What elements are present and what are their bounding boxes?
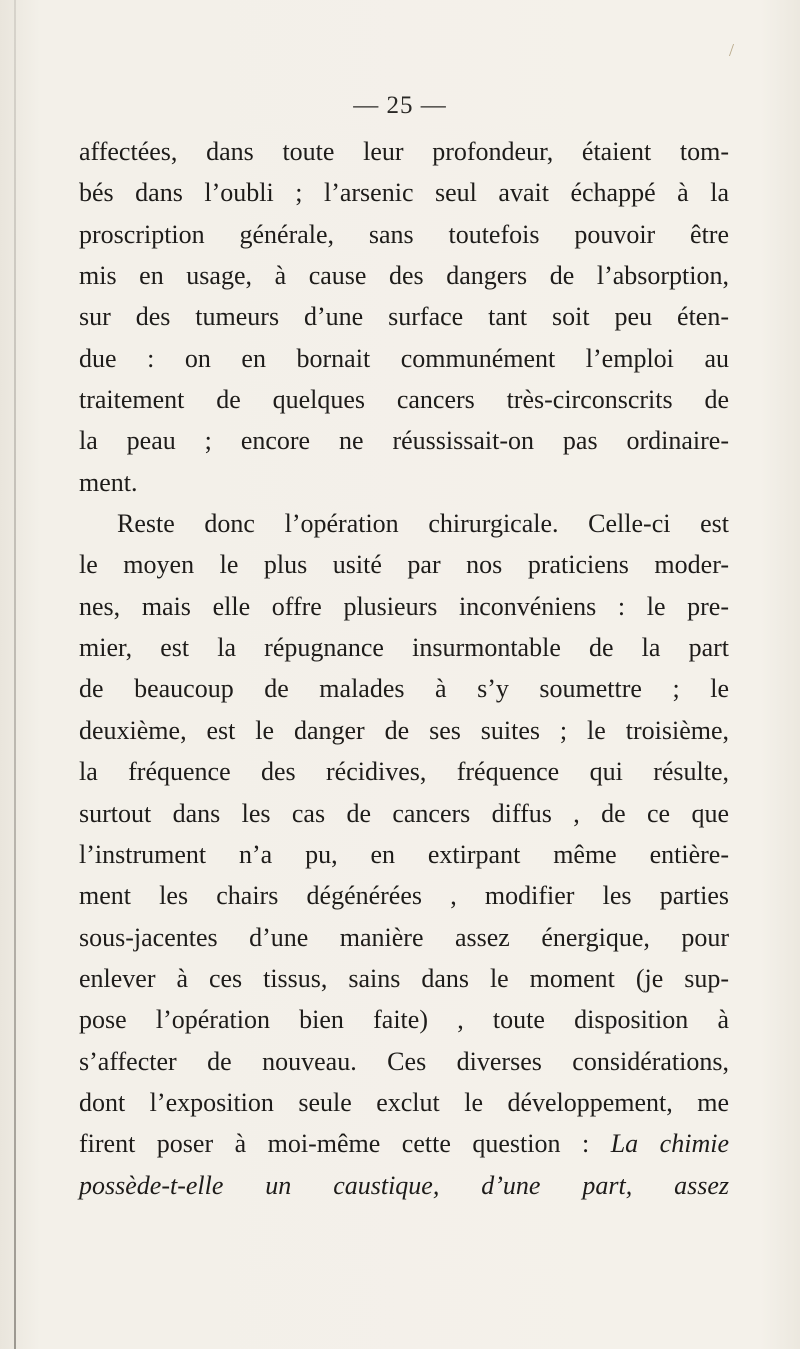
text-line: le moyen le plus usité par nos praticiens moder-: [79, 550, 729, 580]
text-line: la peau ; encore ne réussissait-on pas ordinaire-: [79, 426, 729, 456]
text-line: surtout dans les cas de cancers diffus , de ce que: [79, 798, 729, 828]
text-line: pose l’opération bien faite) , toute disposition à: [79, 1005, 729, 1035]
page-number: — 25 —: [353, 92, 447, 119]
text-line: nes, mais elle offre plusieurs inconvéniens : le pre-: [79, 591, 729, 621]
text-line: traitement de quelques cancers très-circonscrits de: [79, 385, 729, 415]
text-line: s’affecter de nouveau. Ces diverses considérations,: [79, 1046, 729, 1076]
text-line: bés dans l’oubli ; l’arsenic seul avait échappé à la: [79, 178, 729, 208]
text-line: due : on en bornait communément l’emploi au: [79, 343, 729, 373]
text-line: mis en usage, à cause des dangers de l’absorption,: [79, 261, 729, 291]
text-line: ment les chairs dégénérées , modifier les parties: [79, 881, 729, 911]
paragraph-first-line: Reste donc l’opération chirurgicale. Celle-ci est: [117, 509, 729, 539]
text-line: de beaucoup de malades à s’y soumettre ; le: [79, 674, 729, 704]
text-line: deuxième, est le danger de ses suites ; le troisième,: [79, 715, 729, 745]
text-line: la fréquence des récidives, fréquence qui résulte,: [79, 757, 729, 787]
text-line: dont l’exposition seule exclut le développement, me: [79, 1087, 729, 1117]
text-line: sur des tumeurs d’une surface tant soit peu éten-: [79, 302, 729, 332]
text-line: mier, est la répugnance insurmontable de la part: [79, 633, 729, 663]
text-line: affectées, dans toute leur profondeur, étaient tom-: [79, 137, 729, 166]
text-line-italic: possède-t-elle un caustique, d’une part, assez: [79, 1170, 729, 1200]
text-line: sous-jacentes d’une manière assez énergique, pour: [79, 922, 729, 952]
text-line-question: [79, 1123, 729, 1164]
question-lead-text: firent poser à moi-même cette question :: [79, 1129, 611, 1159]
text-line: l’instrument n’a pu, en extirpant même entière-: [79, 839, 729, 869]
text-line: ment.: [79, 467, 138, 497]
text-line: enlever à ces tissus, sains dans le moment (je sup-: [79, 963, 729, 993]
question-italic-text: La chimie: [610, 1129, 729, 1159]
body-text: [79, 131, 729, 1206]
page-gutter-edge: [14, 0, 16, 1349]
text-line: proscription générale, sans toutefois pouvoir être: [79, 219, 729, 249]
pencil-mark: /: [729, 40, 735, 60]
